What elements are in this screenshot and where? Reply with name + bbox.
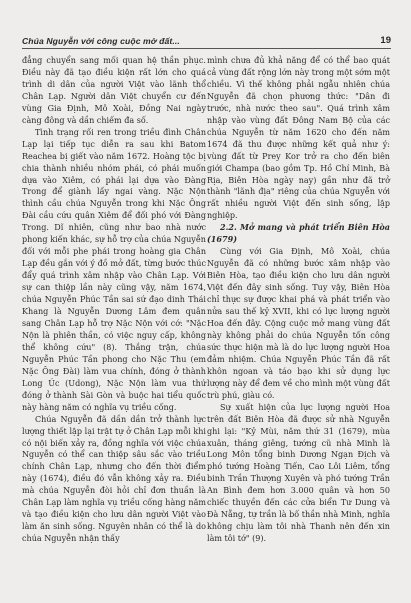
running-title: Chúa Nguyễn với công cuộc mở đất...: [22, 36, 180, 46]
running-header: [22, 28, 391, 49]
section-heading: 2.2. Mở mang và phát triển Biên Hòa (1679): [207, 222, 390, 245]
paragraph: Sự xuất hiện của lực lượng người Hoa trên đất Biên Hòa đã được sử nhà Nguyễn ghi lại: "Kỷ Mùi, năm thứ 31 (1679), mùa xuân, tháng giêng, tướng cũ nhà Minh là Long Môn tổng binh Dương Ngạn Địch và phó tướng Hoàng Tiến, Cao Lôi Liêm, tổng binh Trần Thượng Xuyên và phó tướng Trần An Bình đem hơn 3.000 quân và hơn 50 chiếc thuyền đến các cửa biển Tư Dung và Đà Nẵng, tự trần là bố thần nhà Minh, nghĩa không chịu làm tôi nhà Thanh nên đến xin làm tôi tớ" (9).: [207, 402, 390, 544]
paragraph: đẳng chuyển sang mối quan hệ thần phục. Điều này đã tạo điều kiện rất lớn cho quá trình di dân của người Việt vào lãnh thổ Chân Lạp. Người dân Việt chuyển cư đến vùng Gia Định, Mô Xoài, Đồng Nai ngày càng đông và dần chiếm đa số.: [22, 56, 206, 125]
paragraph: mình chưa đủ khả năng để có thể bao quát cả vùng đất rộng lớn này trong một sớm một chiều. Vì thế không phải ngẫu nhiên chúa Nguyễn đã chọn phương thức: "Dân đi trước, nhà nước theo sau". Quá trình xâm nhập vào vùng đất Đông Nam Bộ của các chúa Nguyễn từ năm 1620 cho đến năm 1674 đã thu được những kết quả như ý: vùng đất từ Prey Kor trở ra cho đến biên giới Champa (bao gồm Tp. Hồ Chí Minh, Bà Rịa, Biên Hòa ngày nay) gần như đã trở thành "lãnh địa" riêng của chúa Nguyễn với rất nhiều người Việt đến sinh sống, lập nghiệp.: [207, 56, 390, 221]
paragraph: Cùng với Gia Định, Mô Xoài, chúa Nguyễn đã có những bước xâm nhập vào Biên Hòa, tạo điều kiện cho lưu dân người Việt đến đây sinh sống. Tuy vậy, Biên Hòa chỉ thực sự được khai phá và phát triển vào nửa sau thế kỷ XVII, khi có lực lượng người Hoa đến đây. Cộng cuộc mở mang vùng đất này không phải do chúa Nguyễn tốn công sức thực hiện mà là do lực lượng người Hoa đảm nhiệm. Chúa Nguyễn Phúc Tần đã rất khôn ngoan và táo bạo khi sử dụng lực lượng này để đem về cho mình một vùng đất trù phú, giàu có.: [207, 247, 390, 400]
right-column: [207, 55, 390, 545]
left-column: [22, 55, 206, 545]
page-number: 19: [380, 35, 391, 46]
paragraph: Tình trạng rối ren trong triều đình Chân Lạp lại tiếp tục diễn ra sau khi Batom Reachea bị giết vào năm 1672. Hoàng tộc bị chia thành nhiều nhóm phái, có phái muốn dựa vào Xiêm, có phái lại dựa vào Đàng Trong để giành lấy ngai vàng. Nặc Nộn thình cầu chúa Nguyễn trong khi Nặc Ông Đài cầu cứu quân Xiêm để đối phó với Đàng Trong. Dĩ nhiên, cũng như bao nhà nước phong kiến khác, sự hỗ trợ của chúa Nguyễn đối với mỗi phe phái trong hoàng gia Chân Lạp đều gắn với ý đồ mở đất, từng bước thúc đẩy quá trình xâm nhập vào Chân Lạp. Với sự can thiệp lần này cũng vậy, năm 1674, chúa Nguyễn Phúc Tần sai sứ đạo dinh Thái Khang là Nguyễn Dương Lâm đem quân sang Chân Lạp hỗ trợ Nặc Nộn với cớ: "Nặc Nộn là phiên thần, có việc nguy cấp, không thể không cứu" (8). Thắng trận, chúa Nguyễn Phúc Tần phong cho Nặc Thu (em Nặc Ông Đài) làm vua chính, đóng ở thành Long Úc (Udong), Nặc Nộn làm vua thứ đóng ở thành Sài Gòn và buộc hai tiểu quốc này hàng năm có nghĩa vụ triều cống.: [22, 127, 206, 412]
paragraph: Chúa Nguyễn đã dần dần trở thành lực lượng thiết lập lại trật tự ở Chân Lạp mỗi khi có nội biến xảy ra, đồng nghĩa với việc chúa Nguyễn có thể can thiệp sâu sắc vào triều chính Chân Lạp, nhưng cho đến thời điểm này (1674), điều đó vẫn không xảy ra. Điều mà chúa Nguyễn đòi hỏi chỉ đơn thuần là Chân Lạp làm nghĩa vụ triều cống hàng năm và tạo điều kiện cho lưu dân người Việt vào làm ăn sinh sống. Nguyên nhân có thể là do chúa Nguyễn nhận thấy: [22, 414, 206, 544]
